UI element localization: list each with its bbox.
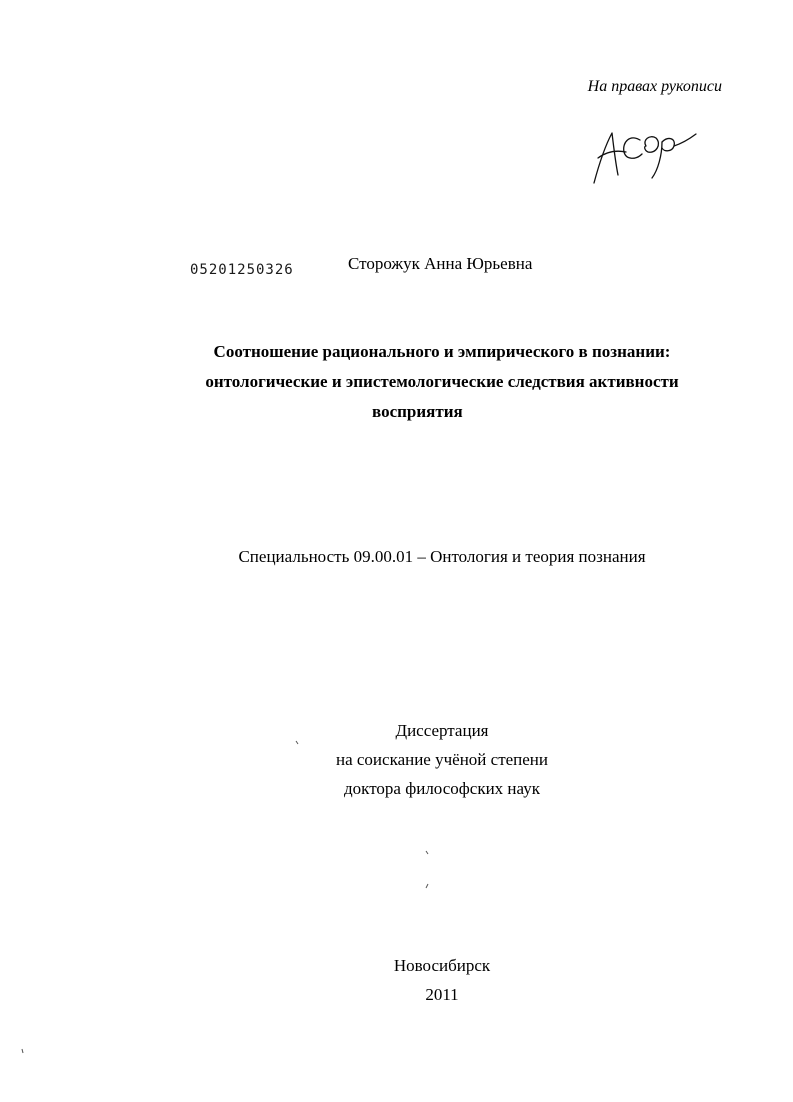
title-line: Соотношение рационального и эмпирического в познании: [213,342,671,361]
degree-line: Диссертация [395,721,489,740]
title-line: восприятия [372,402,463,421]
specialty-line: Специальность 09.00.01 – Онтология и теория познания [238,547,646,566]
scan-speck [22,1049,23,1053]
year: 2011 [425,985,459,1004]
title-line: онтологические и эпистемологические следствия активности [205,372,679,391]
scan-speck [296,741,298,744]
scan-speck [426,851,428,854]
manuscript-rights-label: На правах рукописи [587,78,722,95]
catalog-code: 05201250326 [190,262,294,278]
scan-speck [426,884,428,888]
degree-line: доктора философских наук [344,779,540,798]
signature-image [594,133,696,183]
author-name: Сторожук Анна Юрьевна [348,254,533,273]
city: Новосибирск [393,956,491,975]
degree-line: на соискание учёной степени [335,750,549,769]
